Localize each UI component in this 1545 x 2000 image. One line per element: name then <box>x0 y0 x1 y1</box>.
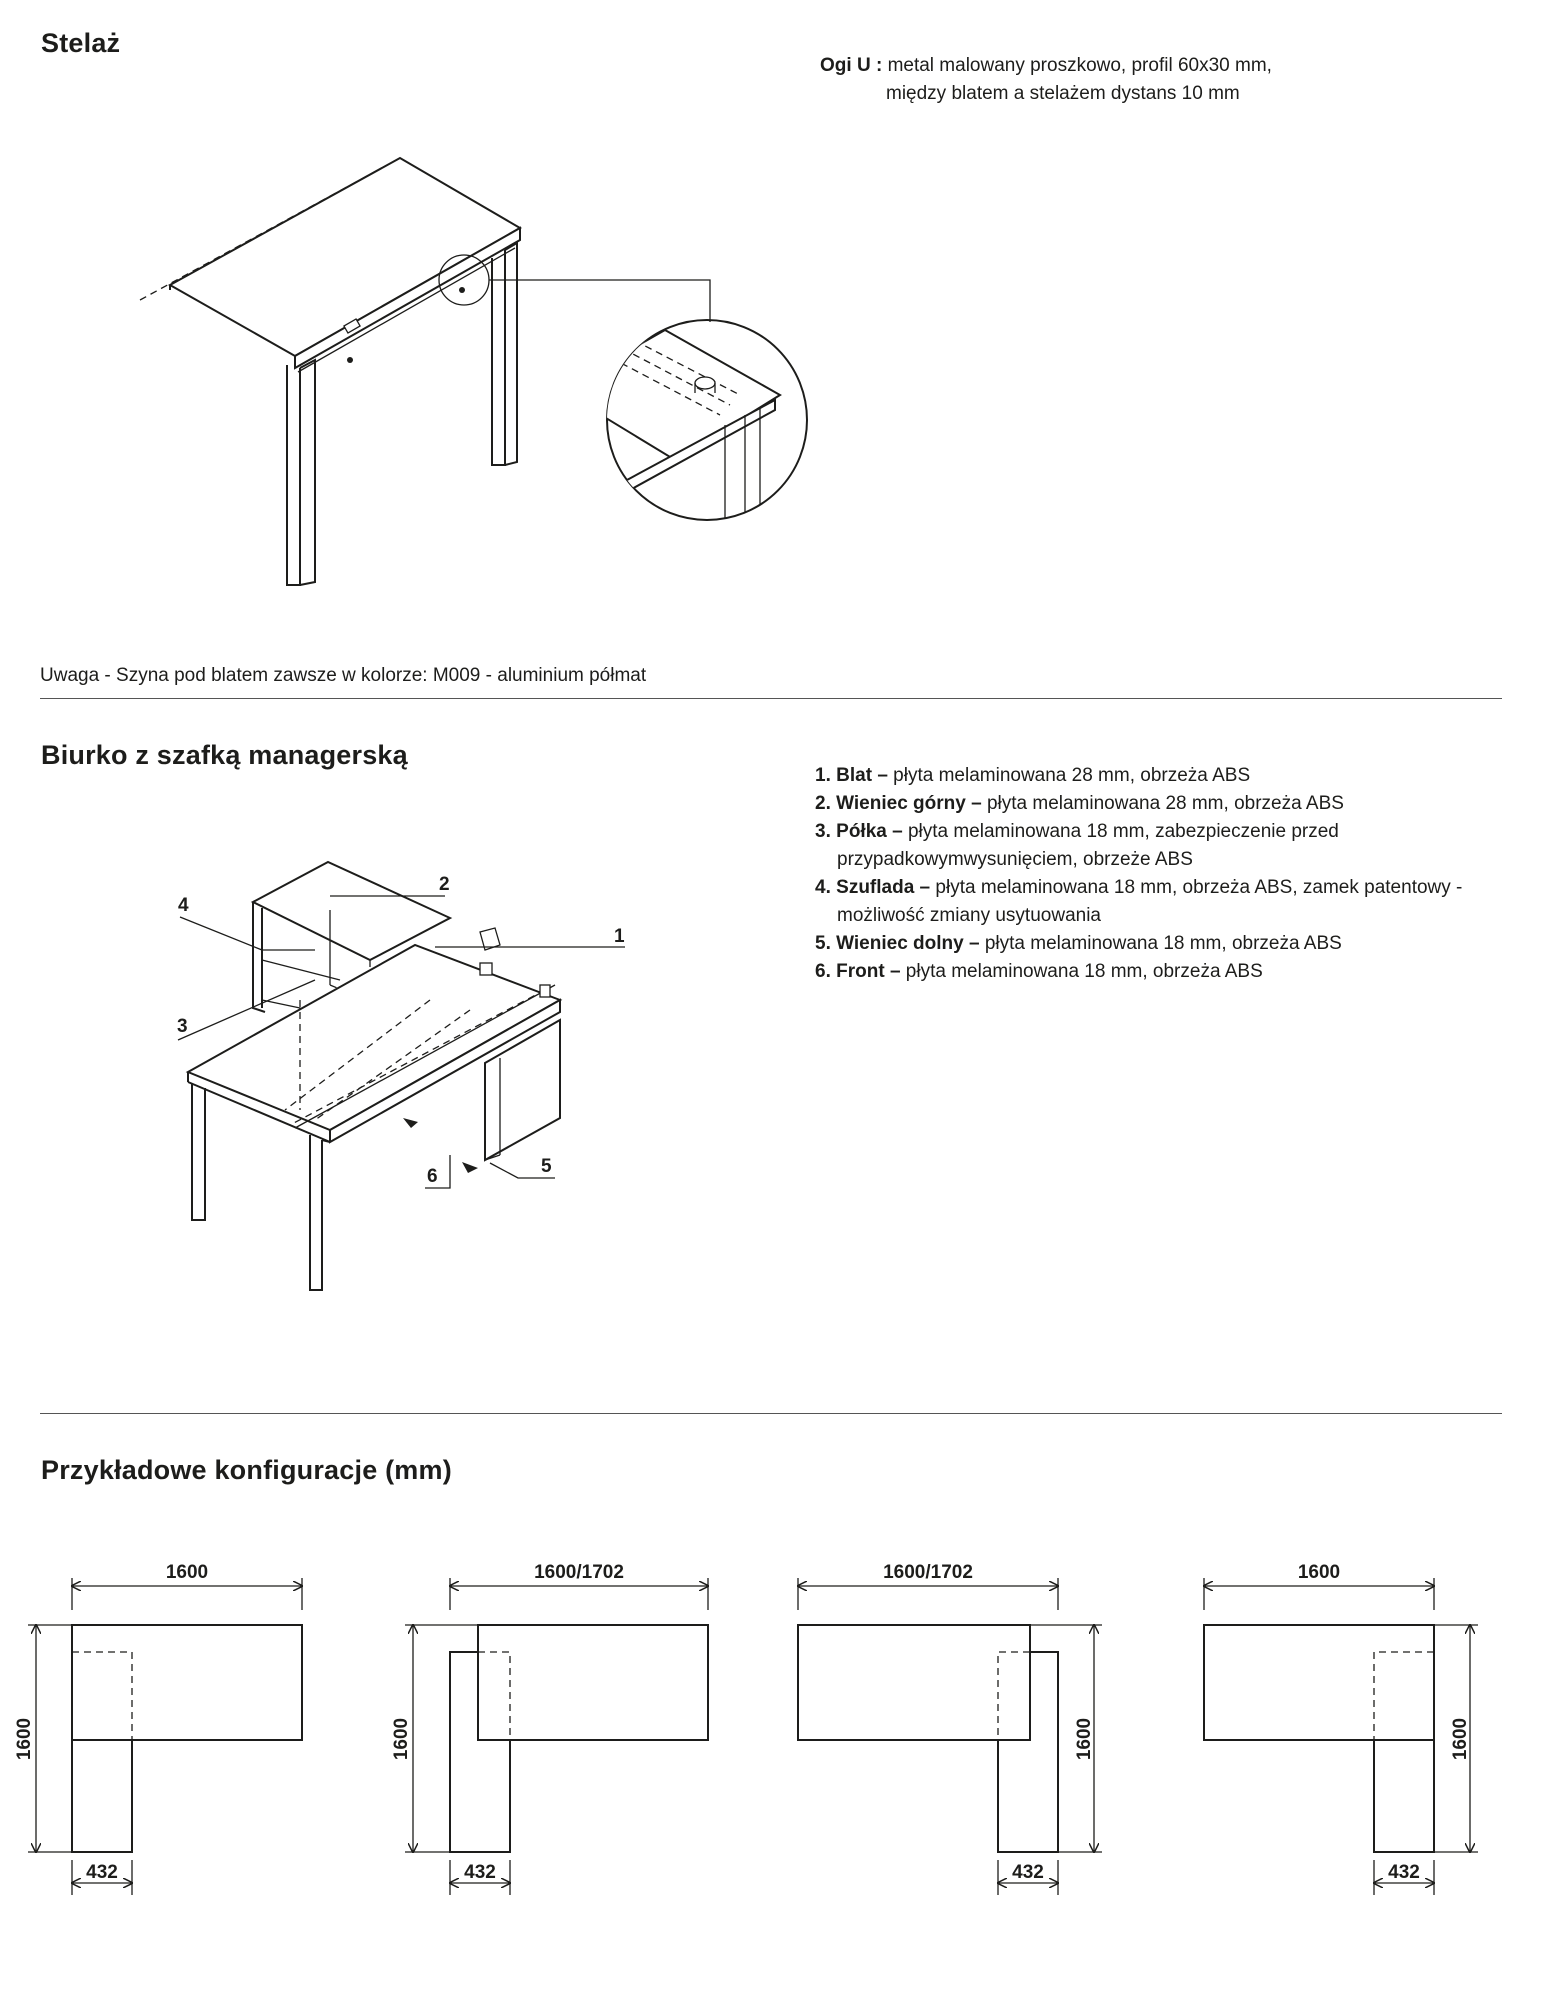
config-4-cabinet: 432 <box>1388 1862 1420 1883</box>
config-2-depth: 1600 <box>391 1717 412 1761</box>
callout-2: 2 <box>439 874 450 895</box>
frame-note: Uwaga - Szyna pod blatem zawsze w kolorze: M009 - aluminium półmat <box>40 665 647 686</box>
section-title-configs: Przykładowe konfiguracje (mm) <box>41 1455 452 1485</box>
config-4 <box>1204 1562 1478 1895</box>
part-item: 3. Półka – płyta melaminowana 18 mm, zabezpieczenie przed przypadkowymwysunięciem, obrzeże ABS <box>815 821 1339 870</box>
callout-6: 6 <box>427 1166 438 1187</box>
frame-spec-line1: metal malowany proszkowo, profil 60x30 mm, <box>887 55 1272 76</box>
callout-4: 4 <box>178 895 189 916</box>
part-item: 6. Front – płyta melaminowana 18 mm, obrzeża ABS <box>815 961 1263 982</box>
config-1-width: 1600 <box>165 1562 209 1583</box>
frame-spec-label: Ogi U : <box>820 55 883 76</box>
section-title-stelaz: Stelaż <box>41 28 121 58</box>
config-3 <box>798 1562 1102 1895</box>
config-1-depth: 1600 <box>14 1717 35 1761</box>
part-item: 4. Szuflada – płyta melaminowana 18 mm, obrzeża ABS, zamek patentowy - możliwość zmiany usytuowania <box>815 877 1463 926</box>
config-3-depth: 1600 <box>1074 1717 1095 1761</box>
config-4-depth: 1600 <box>1450 1717 1471 1761</box>
frame-spec-line2: między blatem a stelażem dystans 10 mm <box>886 83 1240 104</box>
config-2-cabinet: 432 <box>464 1862 496 1883</box>
config-1-cabinet: 432 <box>86 1862 118 1883</box>
config-1 <box>14 1562 302 1895</box>
callout-1: 1 <box>614 926 625 947</box>
section-title-desk: Biurko z szafką managerską <box>41 740 408 770</box>
config-2-width: 1600/1702 <box>534 1562 624 1583</box>
config-3-width: 1600/1702 <box>883 1562 973 1583</box>
config-3-cabinet: 432 <box>1012 1862 1044 1883</box>
part-item: 5. Wieniec dolny – płyta melaminowana 18 mm, obrzeża ABS <box>815 933 1342 954</box>
part-item: 1. Blat – płyta melaminowana 28 mm, obrzeża ABS <box>815 765 1251 786</box>
part-item: 2. Wieniec górny – płyta melaminowana 28 mm, obrzeża ABS <box>815 793 1344 814</box>
config-2 <box>391 1562 708 1895</box>
config-4-width: 1600 <box>1297 1562 1341 1583</box>
callout-5: 5 <box>541 1156 552 1177</box>
callout-3: 3 <box>177 1016 188 1037</box>
